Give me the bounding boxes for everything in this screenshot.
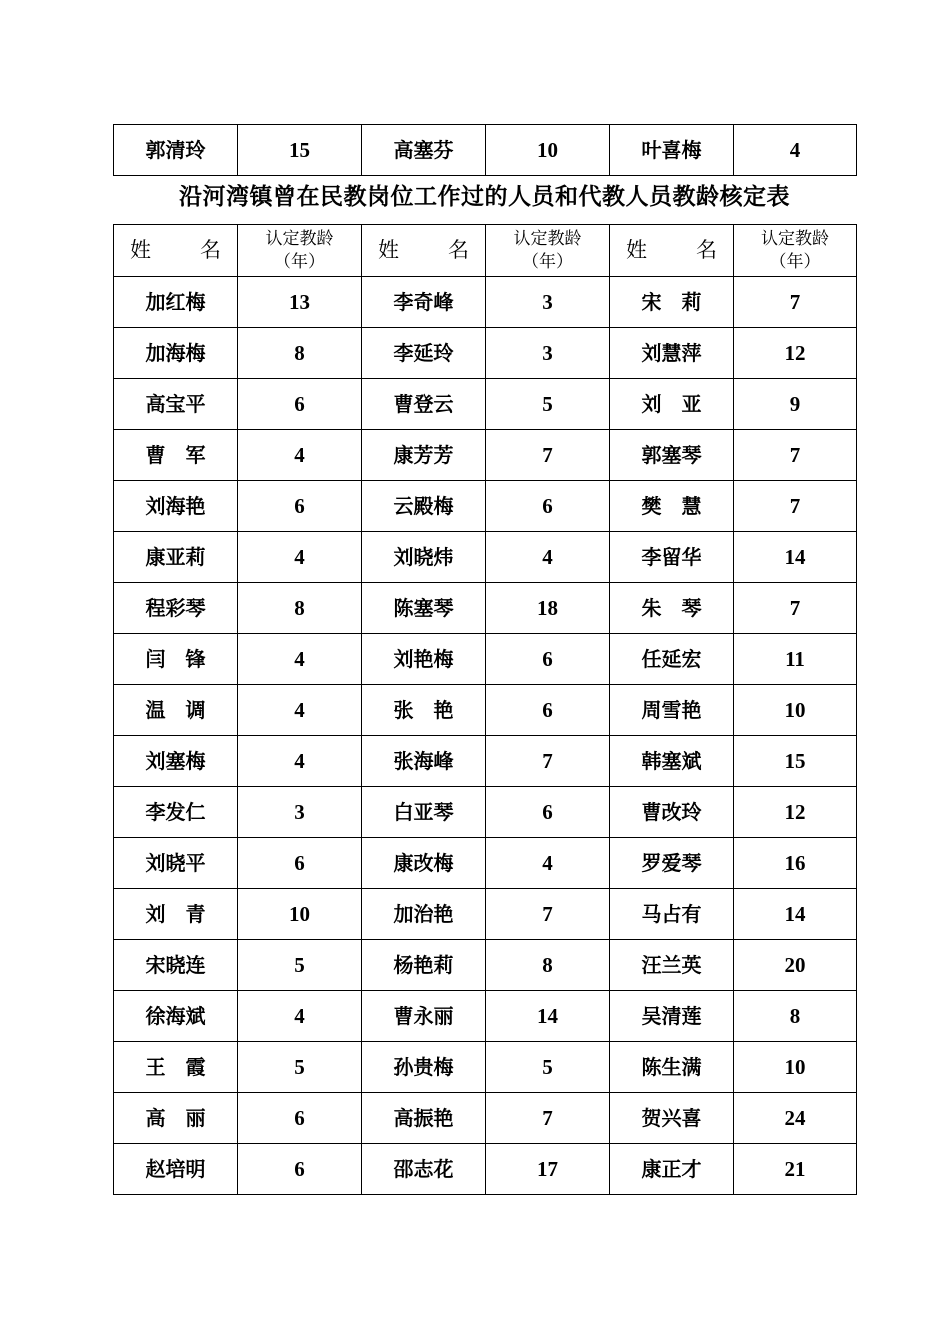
years-cell: 14 — [734, 889, 857, 940]
years-cell: 8 — [486, 940, 610, 991]
name-cell: 张 艳 — [362, 685, 486, 736]
name-cell: 刘慧萍 — [610, 328, 734, 379]
years-cell: 4 — [734, 125, 857, 176]
name-cell: 曹改玲 — [610, 787, 734, 838]
name-cell: 康芳芳 — [362, 430, 486, 481]
years-cell: 4 — [486, 838, 610, 889]
years-header — [486, 225, 610, 277]
name-cell: 刘艳梅 — [362, 634, 486, 685]
table-row — [114, 940, 857, 991]
name-cell: 刘 亚 — [610, 379, 734, 430]
table-row — [114, 1093, 857, 1144]
name-header-right: 名 — [696, 238, 717, 262]
years-cell: 3 — [486, 328, 610, 379]
years-cell: 13 — [238, 277, 362, 328]
table-row — [114, 838, 857, 889]
years-cell: 15 — [734, 736, 857, 787]
name-cell: 叶喜梅 — [610, 125, 734, 176]
name-header — [610, 225, 734, 277]
name-cell: 郭清玲 — [114, 125, 238, 176]
years-cell: 10 — [734, 685, 857, 736]
name-cell: 闫 锋 — [114, 634, 238, 685]
name-cell: 吴清莲 — [610, 991, 734, 1042]
years-cell: 17 — [486, 1144, 610, 1195]
years-cell: 12 — [734, 787, 857, 838]
years-cell: 4 — [238, 736, 362, 787]
years-cell: 11 — [734, 634, 857, 685]
name-cell: 邵志花 — [362, 1144, 486, 1195]
years-cell: 6 — [486, 634, 610, 685]
name-cell: 韩塞斌 — [610, 736, 734, 787]
name-cell: 刘晓平 — [114, 838, 238, 889]
name-cell: 徐海斌 — [114, 991, 238, 1042]
name-header-left: 姓 — [626, 238, 647, 262]
years-cell: 20 — [734, 940, 857, 991]
years-cell: 3 — [238, 787, 362, 838]
years-cell: 10 — [238, 889, 362, 940]
name-cell: 任延宏 — [610, 634, 734, 685]
name-cell: 陈塞琴 — [362, 583, 486, 634]
years-cell: 5 — [486, 379, 610, 430]
name-cell: 郭塞琴 — [610, 430, 734, 481]
name-cell: 高塞芬 — [362, 125, 486, 176]
years-cell: 15 — [238, 125, 362, 176]
years-cell: 14 — [486, 991, 610, 1042]
years-cell: 24 — [734, 1093, 857, 1144]
years-header-line2: （年） — [274, 251, 325, 272]
table-header-row — [114, 225, 857, 277]
years-cell: 5 — [238, 940, 362, 991]
table-row — [114, 125, 857, 176]
years-cell: 10 — [734, 1042, 857, 1093]
table-row — [114, 889, 857, 940]
years-cell: 4 — [238, 532, 362, 583]
name-cell: 曹登云 — [362, 379, 486, 430]
years-cell: 8 — [734, 991, 857, 1042]
table-row — [114, 328, 857, 379]
name-cell: 曹 军 — [114, 430, 238, 481]
name-cell: 白亚琴 — [362, 787, 486, 838]
name-cell: 康改梅 — [362, 838, 486, 889]
name-cell: 刘 青 — [114, 889, 238, 940]
name-cell: 刘晓炜 — [362, 532, 486, 583]
years-header-line2: （年） — [522, 251, 573, 272]
teaching-years-table — [113, 224, 857, 1195]
name-cell: 罗爱琴 — [610, 838, 734, 889]
name-cell: 宋 莉 — [610, 277, 734, 328]
name-cell: 刘海艳 — [114, 481, 238, 532]
name-cell: 高振艳 — [362, 1093, 486, 1144]
years-cell: 6 — [486, 685, 610, 736]
years-cell: 3 — [486, 277, 610, 328]
years-cell: 6 — [486, 787, 610, 838]
years-header — [734, 225, 857, 277]
table-row — [114, 1042, 857, 1093]
table-row — [114, 685, 857, 736]
table-row — [114, 736, 857, 787]
name-cell: 高 丽 — [114, 1093, 238, 1144]
name-header-left: 姓 — [378, 238, 399, 262]
years-cell: 6 — [486, 481, 610, 532]
continuation-table — [113, 124, 857, 176]
years-cell: 7 — [486, 889, 610, 940]
name-cell: 樊 慧 — [610, 481, 734, 532]
years-cell: 7 — [486, 736, 610, 787]
table-row — [114, 991, 857, 1042]
name-cell: 陈生满 — [610, 1042, 734, 1093]
years-header-line1: 认定教龄 — [513, 228, 582, 249]
years-header-line2: （年） — [769, 251, 821, 272]
name-header — [362, 225, 486, 277]
years-cell: 6 — [238, 481, 362, 532]
years-cell: 18 — [486, 583, 610, 634]
name-cell: 周雪艳 — [610, 685, 734, 736]
name-cell: 加海梅 — [114, 328, 238, 379]
years-cell: 4 — [238, 430, 362, 481]
table-row — [114, 481, 857, 532]
page-title: 沿河湾镇曾在民教岗位工作过的人员和代教人员教龄核定表 — [179, 183, 790, 210]
name-cell: 李延玲 — [362, 328, 486, 379]
years-cell: 8 — [238, 328, 362, 379]
years-cell: 7 — [734, 583, 857, 634]
table-row — [114, 787, 857, 838]
name-cell: 加治艳 — [362, 889, 486, 940]
name-header — [114, 225, 238, 277]
table-row — [114, 379, 857, 430]
years-cell: 10 — [486, 125, 610, 176]
name-cell: 杨艳莉 — [362, 940, 486, 991]
years-cell: 6 — [238, 1144, 362, 1195]
name-cell: 加红梅 — [114, 277, 238, 328]
years-cell: 4 — [238, 685, 362, 736]
years-cell: 5 — [486, 1042, 610, 1093]
years-header-line1: 认定教龄 — [761, 228, 829, 249]
name-cell: 康亚莉 — [114, 532, 238, 583]
years-cell: 16 — [734, 838, 857, 889]
table-row — [114, 634, 857, 685]
years-cell: 4 — [238, 991, 362, 1042]
years-cell: 7 — [486, 430, 610, 481]
table-row — [114, 532, 857, 583]
years-cell: 4 — [238, 634, 362, 685]
years-cell: 5 — [238, 1042, 362, 1093]
name-header-right: 名 — [200, 238, 221, 262]
years-header-line1: 认定教龄 — [265, 228, 334, 249]
years-cell: 7 — [486, 1093, 610, 1144]
name-cell: 马占有 — [610, 889, 734, 940]
name-cell: 贺兴喜 — [610, 1093, 734, 1144]
years-cell: 9 — [734, 379, 857, 430]
years-cell: 12 — [734, 328, 857, 379]
name-cell: 温 调 — [114, 685, 238, 736]
name-header-left: 姓 — [130, 238, 151, 262]
name-cell: 王 霞 — [114, 1042, 238, 1093]
name-cell: 刘塞梅 — [114, 736, 238, 787]
table-row — [114, 1144, 857, 1195]
years-cell: 7 — [734, 481, 857, 532]
name-cell: 朱 琴 — [610, 583, 734, 634]
table-row — [114, 430, 857, 481]
years-cell: 6 — [238, 1093, 362, 1144]
name-cell: 张海峰 — [362, 736, 486, 787]
years-cell: 21 — [734, 1144, 857, 1195]
name-cell: 高宝平 — [114, 379, 238, 430]
years-cell: 8 — [238, 583, 362, 634]
years-cell: 7 — [734, 277, 857, 328]
name-cell: 李留华 — [610, 532, 734, 583]
name-cell: 孙贵梅 — [362, 1042, 486, 1093]
years-cell: 4 — [486, 532, 610, 583]
years-cell: 6 — [238, 379, 362, 430]
name-cell: 云殿梅 — [362, 481, 486, 532]
name-cell: 赵培明 — [114, 1144, 238, 1195]
years-header — [238, 225, 362, 277]
years-cell: 6 — [238, 838, 362, 889]
name-header-right: 名 — [448, 238, 469, 262]
name-cell: 康正才 — [610, 1144, 734, 1195]
name-cell: 曹永丽 — [362, 991, 486, 1042]
years-cell: 7 — [734, 430, 857, 481]
name-cell: 李发仁 — [114, 787, 238, 838]
table-row — [114, 277, 857, 328]
name-cell: 汪兰英 — [610, 940, 734, 991]
name-cell: 宋晓连 — [114, 940, 238, 991]
name-cell: 李奇峰 — [362, 277, 486, 328]
table-row — [114, 583, 857, 634]
years-cell: 14 — [734, 532, 857, 583]
name-cell: 程彩琴 — [114, 583, 238, 634]
